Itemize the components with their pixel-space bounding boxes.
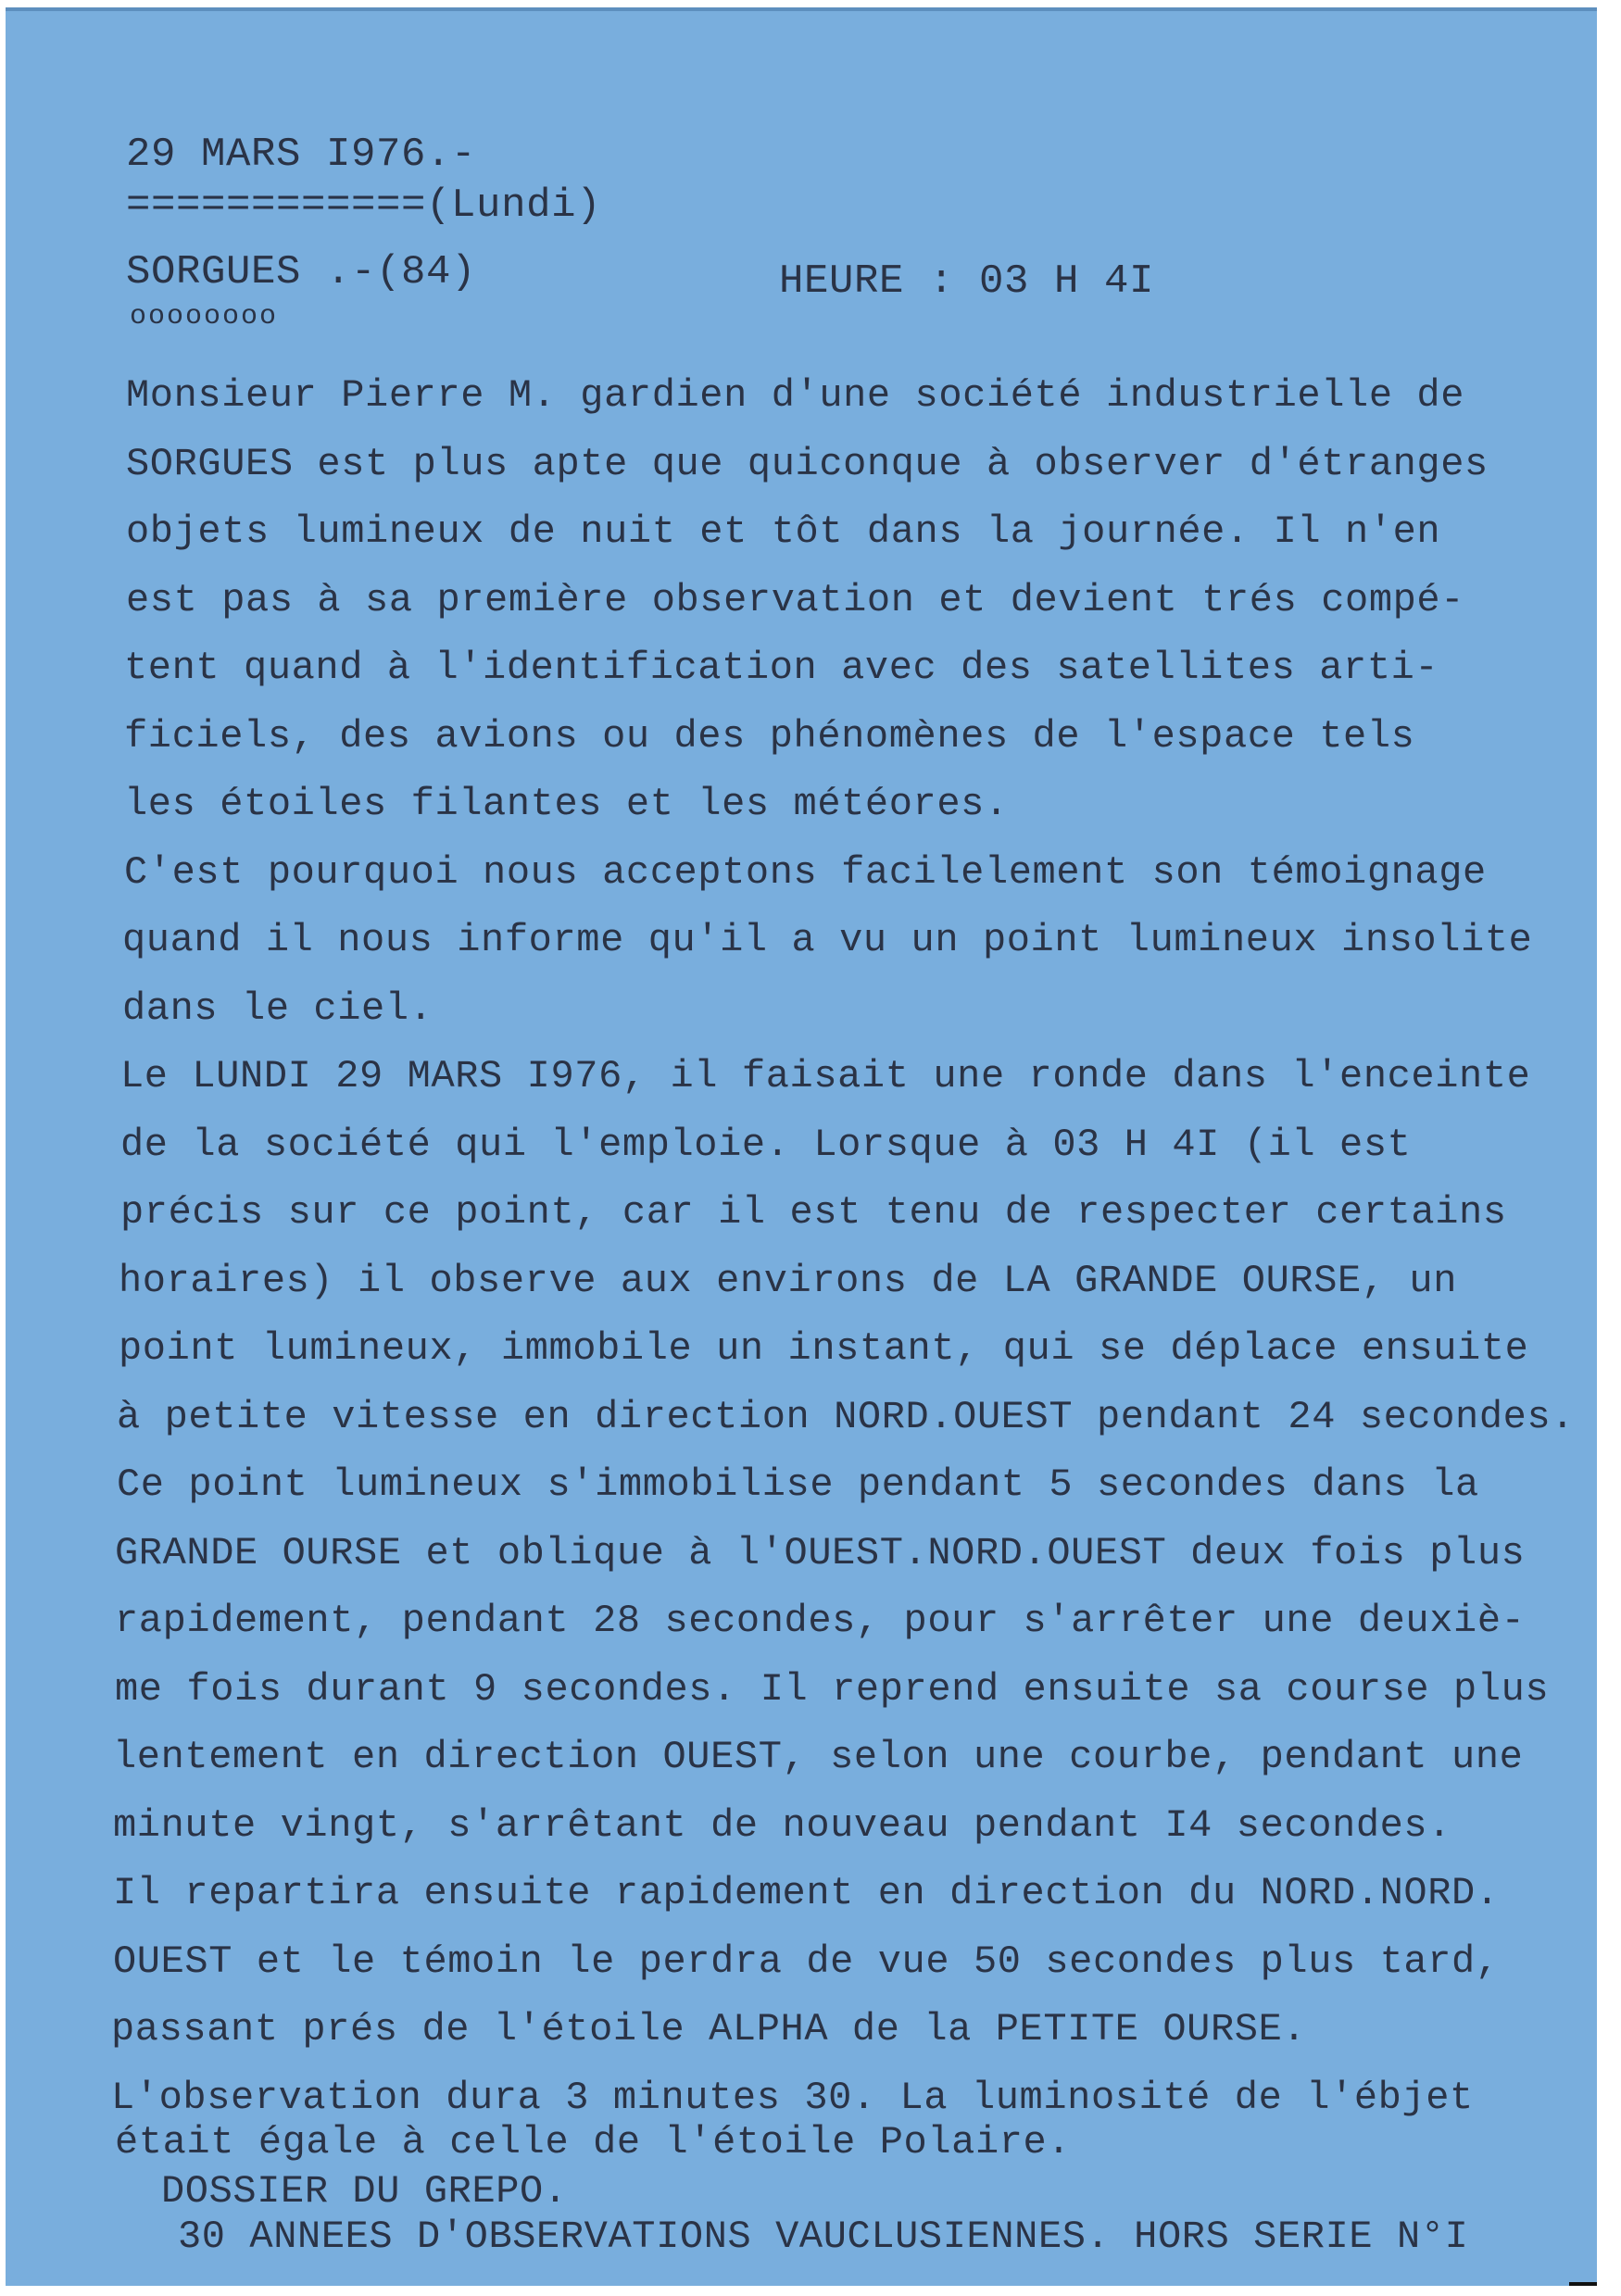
footer-series: 30 ANNEES D'OBSERVATIONS VAUCLUSIENNES. HORS SERIE N°I — [178, 2214, 1469, 2259]
body-line: tent quand à l'identification avec des satellites arti- — [124, 646, 1439, 690]
body-line: était égale à celle de l'étoile Polaire. — [115, 2119, 1072, 2164]
body-line: est pas à sa première observation et devient trés compé- — [126, 577, 1465, 622]
page-edge — [6, 7, 1597, 11]
body-line: précis sur ce point, car il est tenu de respecter certains — [120, 1190, 1507, 1235]
report-place: SORGUES .-(84) — [126, 249, 477, 295]
body-line: les étoiles filantes et les météores. — [124, 782, 1009, 826]
body-line: rapidement, pendant 28 secondes, pour s'arrêter une deuxiè- — [115, 1599, 1526, 1643]
body-line: Ce point lumineux s'immobilise pendant 5 secondes dans la — [117, 1462, 1479, 1507]
body-line: point lumineux, immobile un instant, qui se déplace ensuite — [119, 1326, 1529, 1371]
date-underline-day: ============(Lundi) — [126, 182, 602, 229]
report-time: HEURE : 03 H 4I — [779, 258, 1155, 305]
body-line: horaires) il observe aux environs de LA GRANDE OURSE, un — [119, 1258, 1458, 1303]
body-line: Monsieur Pierre M. gardien d'une société industrielle de — [126, 373, 1465, 418]
body-line: de la société qui l'emploie. Lorsque à 03 H 4I (il est — [120, 1122, 1412, 1167]
body-line: me fois durant 9 secondes. Il reprend ensuite sa course plus — [115, 1666, 1550, 1712]
body-line: GRANDE OURSE et oblique à l'OUEST.NORD.OUEST deux fois plus — [115, 1530, 1526, 1575]
place-underline: oooooooo — [130, 301, 279, 332]
report-date: 29 MARS I976.- — [126, 132, 477, 178]
body-line: ficiels, des avions ou des phénomènes de l'espace tels — [124, 713, 1415, 759]
body-line: passant prés de l'étoile ALPHA de la PETITE OURSE. — [111, 2007, 1307, 2051]
body-line: lentement en direction OUEST, selon une courbe, pendant une — [113, 1735, 1524, 1779]
body-line: Il repartira ensuite rapidement en direction du NORD.NORD. — [113, 1871, 1500, 1915]
body-line: L'observation dura 3 minutes 30. La luminosité de l'ébjet — [111, 2075, 1474, 2120]
body-line: Le LUNDI 29 MARS I976, il faisait une ronde dans l'enceinte — [120, 1054, 1531, 1098]
body-line: à petite vitesse en direction NORD.OUEST pendant 24 secondes. — [117, 1394, 1576, 1439]
page-corner-mark — [1569, 2282, 1597, 2286]
footer-dossier: DOSSIER DU GREPO. — [161, 2169, 568, 2214]
body-line: dans le ciel. — [122, 985, 434, 1031]
body-line: OUEST et le témoin le perdra de vue 50 secondes plus tard, — [113, 1938, 1500, 1984]
body-line: minute vingt, s'arrêtant de nouveau pendant I4 secondes. — [113, 1802, 1452, 1848]
body-line: quand il nous informe qu'il a vu un point lumineux insolite — [122, 918, 1533, 962]
body-line: SORGUES est plus apte que quiconque à observer d'étranges — [126, 441, 1489, 486]
document-page — [6, 7, 1597, 2286]
body-line: objets lumineux de nuit et tôt dans la journée. Il n'en — [126, 509, 1441, 554]
body-line: C'est pourquoi nous acceptons facilelement son témoignage — [124, 849, 1487, 895]
